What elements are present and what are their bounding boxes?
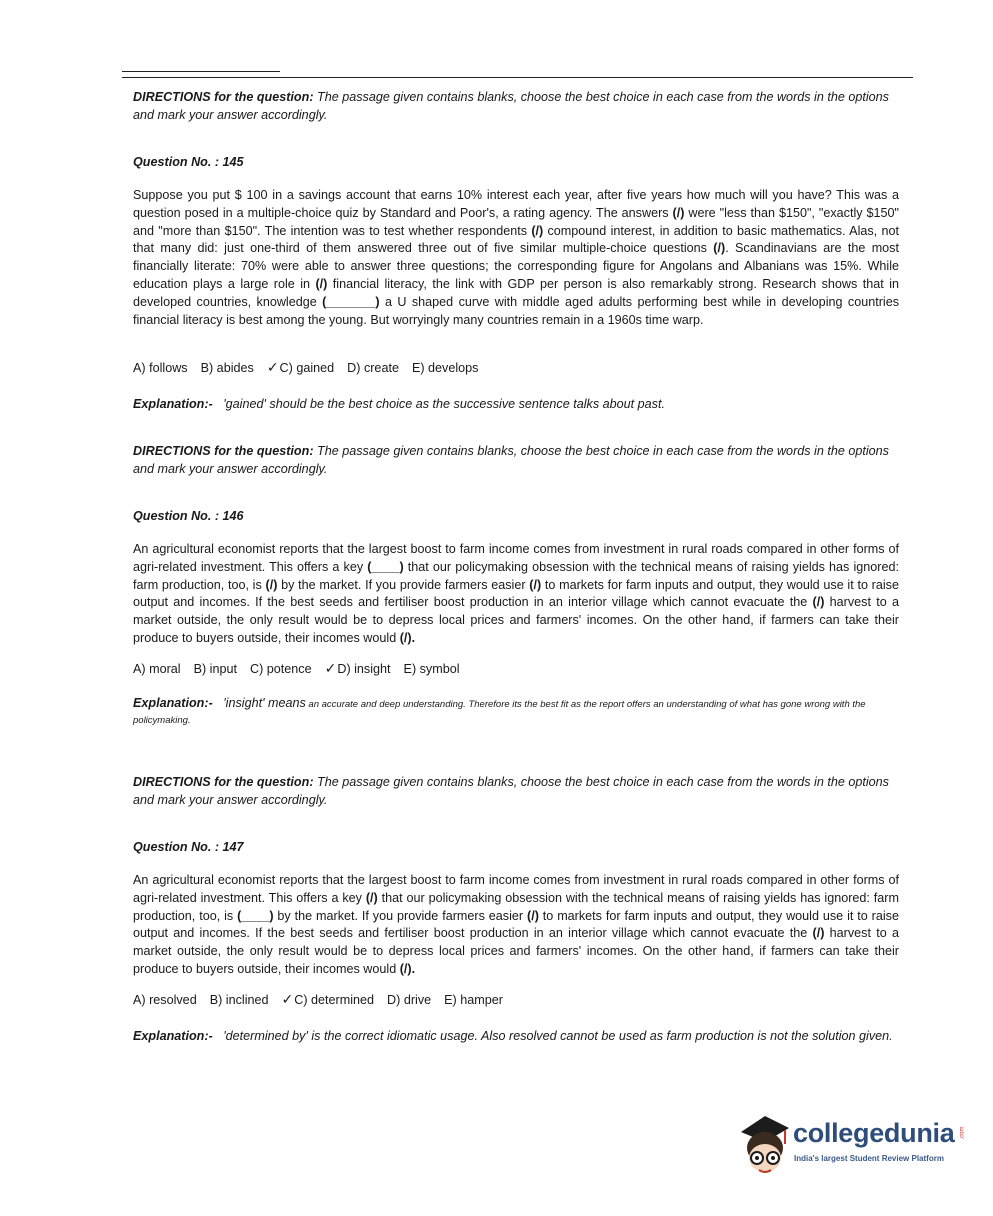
passage-text: were "less than $150", "exactly $150" and "more than $150". The intention was to test whether respondents [133, 205, 900, 238]
directions-label: DIRECTIONS for the question: [133, 444, 314, 458]
option-4 [404, 662, 460, 676]
blank-marker: (/) [315, 276, 328, 291]
option-label: B) abides [200, 361, 254, 375]
blank-marker: (____) [367, 559, 404, 574]
passage-text: An agricultural economist reports that the largest boost to farm income comes from investment in rural roads compared in other forms of agri-related investment. This offers a key [133, 542, 899, 574]
passage-q147 [133, 872, 899, 979]
blank-marker: (/) [265, 577, 278, 592]
passage-text: An agricultural economist reports that the largest boost to farm income comes from investment in rural roads compared in other forms of agri-related investment. This offers a key [133, 873, 899, 905]
option-label: B) input [193, 662, 237, 676]
option-0 [133, 993, 197, 1007]
question-number-147: Question No. : 147 [133, 840, 244, 854]
option-label: E) symbol [403, 662, 460, 676]
passage-text: harvest to a market outside, the only result would be to depress local prices and farmers' incomes. On the other hand, if farmers can take their produce to buyers outside, their incomes would [133, 595, 899, 645]
option-0 [133, 662, 181, 676]
explanation-label: Explanation:- [133, 1029, 213, 1043]
option-1 [210, 993, 269, 1007]
explanation-label: Explanation:- [133, 696, 213, 710]
blank-marker: (/) [365, 890, 378, 905]
logo-wordmark: collegedunia [793, 1118, 955, 1148]
option-label: A) follows [133, 361, 188, 375]
blank-marker: (/) [812, 595, 825, 610]
explanation-text: 'determined by' is the correct idiomatic usage. Also resolved cannot be used as farm production is not the solution given. [223, 1029, 893, 1043]
passage-text: that our policymaking obsession with the technical means of raising yields has ignored: farm production, too, is [133, 890, 899, 923]
options-q147 [133, 991, 899, 1008]
option-0 [133, 361, 188, 375]
blank-marker: (/) [531, 223, 544, 238]
passage-text: that our policymaking obsession with the technical means of raising yields has ignored: farm production, too, is [133, 559, 899, 592]
option-2 [267, 359, 334, 376]
logo-com: .com [959, 1126, 966, 1140]
explanation-small-text: an accurate and deep understanding. Therefore its the best fit as the report offers an understanding of what has gone wrong with the policymaking. [133, 699, 866, 726]
option-1 [194, 662, 237, 676]
correct-check-icon: ✓ [266, 359, 279, 375]
option-1 [201, 361, 254, 375]
blank-marker: (/). [399, 630, 416, 645]
explanation-text: 'gained' should be the best choice as the successive sentence talks about past. [223, 397, 665, 411]
directions-text: The passage given contains blanks, choose the best choice in each case from the words in the options and mark your answer accordingly. [133, 775, 889, 807]
correct-check-icon: ✓ [281, 991, 294, 1007]
directions-q145 [133, 88, 899, 124]
directions-q146 [133, 442, 899, 478]
passage-text: to markets for farm inputs and output, they would use it to raise output and incomes. If the best seeds and fertiliser boost production in an interior village which cannot evacuate the [133, 908, 899, 941]
explanation-q145 [133, 395, 899, 413]
option-label: E) develops [411, 361, 479, 375]
option-label: E) hamper [444, 993, 503, 1007]
header-rule-short [122, 71, 280, 72]
option-3 [325, 660, 391, 677]
option-3 [387, 993, 431, 1007]
option-label: A) resolved [133, 993, 197, 1007]
directions-label: DIRECTIONS for the question: [133, 90, 314, 104]
passage-q146 [133, 541, 899, 648]
correct-check-icon: ✓ [324, 660, 337, 676]
option-4 [444, 993, 503, 1007]
explanation-text: 'insight' means [223, 696, 306, 710]
directions-q147 [133, 773, 899, 809]
question-number-145: Question No. : 145 [133, 155, 244, 169]
passage-text: by the market. If you provide farmers easier [277, 577, 530, 592]
passage-text: by the market. If you provide farmers easier [273, 908, 527, 923]
passage-text: financial literacy, the link with GDP per person is also remarkably strong. Research shows that in developed countries, knowledge [133, 276, 899, 309]
header-rule-long [122, 77, 913, 78]
option-label: B) inclined [209, 993, 269, 1007]
passage-text: a U shaped curve with middle aged adults performing best while in developing countries financial literacy is best among the young. But worryingly many countries remain in a 1960s time warp. [133, 294, 899, 327]
options-q145 [133, 359, 899, 376]
collegedunia-logo [735, 1108, 965, 1186]
blank-marker: (/) [527, 908, 539, 923]
explanation-label: Explanation:- [133, 397, 213, 411]
options-q146 [133, 660, 899, 677]
directions-text: The passage given contains blanks, choose the best choice in each case from the words in the options and mark your answer accordingly. [133, 90, 889, 122]
blank-marker: (____) [237, 908, 274, 923]
explanation-q147 [133, 1027, 899, 1045]
option-4 [412, 361, 479, 375]
option-2 [282, 991, 375, 1008]
option-label: D) create [347, 361, 399, 375]
mascot-icon [735, 1108, 795, 1180]
passage-q145 [133, 187, 899, 329]
explanation-q146 [133, 696, 899, 728]
option-3 [347, 361, 399, 375]
blank-marker: (/) [529, 577, 542, 592]
passage-text: compound interest, in addition to basic mathematics. Alas, not that many did: just one-third of them answered three out of five similar multiple-choice questions [133, 223, 899, 256]
blank-marker: (/) [713, 241, 726, 256]
question-number-146: Question No. : 146 [133, 509, 244, 523]
passage-text: harvest to a market outside, the only result would be to depress local prices and farmers' incomes. On the other hand, if farmers can take their produce to buyers outside, their incomes would [133, 926, 899, 976]
option-2 [250, 662, 312, 676]
passage-text: . Scandinavians are the most financially literate: 70% were able to answer three questions; the corresponding figure for Angolans and Albanians was 15%. While education plays a large role in [133, 241, 899, 291]
passage-text: Suppose you put $ 100 in a savings account that earns 10% interest each year, after five years how much will you have? This was a question posed in a multiple-choice quiz by Standard and Poor's, a rating agency. The answers [133, 188, 899, 220]
option-label: C) gained [279, 361, 335, 375]
blank-marker: (/). [399, 961, 416, 976]
option-label: C) determined [294, 993, 375, 1007]
directions-label: DIRECTIONS for the question: [133, 775, 314, 789]
blank-marker: (_______) [322, 294, 380, 309]
option-label: A) moral [133, 662, 181, 676]
option-label: D) drive [387, 993, 432, 1007]
blank-marker: (/) [812, 926, 825, 941]
passage-text: to markets for farm inputs and output, they would use it to raise output and incomes. If the best seeds and fertiliser boost production in an interior village which cannot evacuate the [133, 577, 899, 610]
directions-text: The passage given contains blanks, choose the best choice in each case from the words in the options and mark your answer accordingly. [133, 444, 889, 476]
logo-tagline: India's largest Student Review Platform [794, 1154, 944, 1163]
option-label: C) potence [250, 662, 312, 676]
option-label: D) insight [337, 662, 391, 676]
blank-marker: (/) [672, 205, 685, 220]
